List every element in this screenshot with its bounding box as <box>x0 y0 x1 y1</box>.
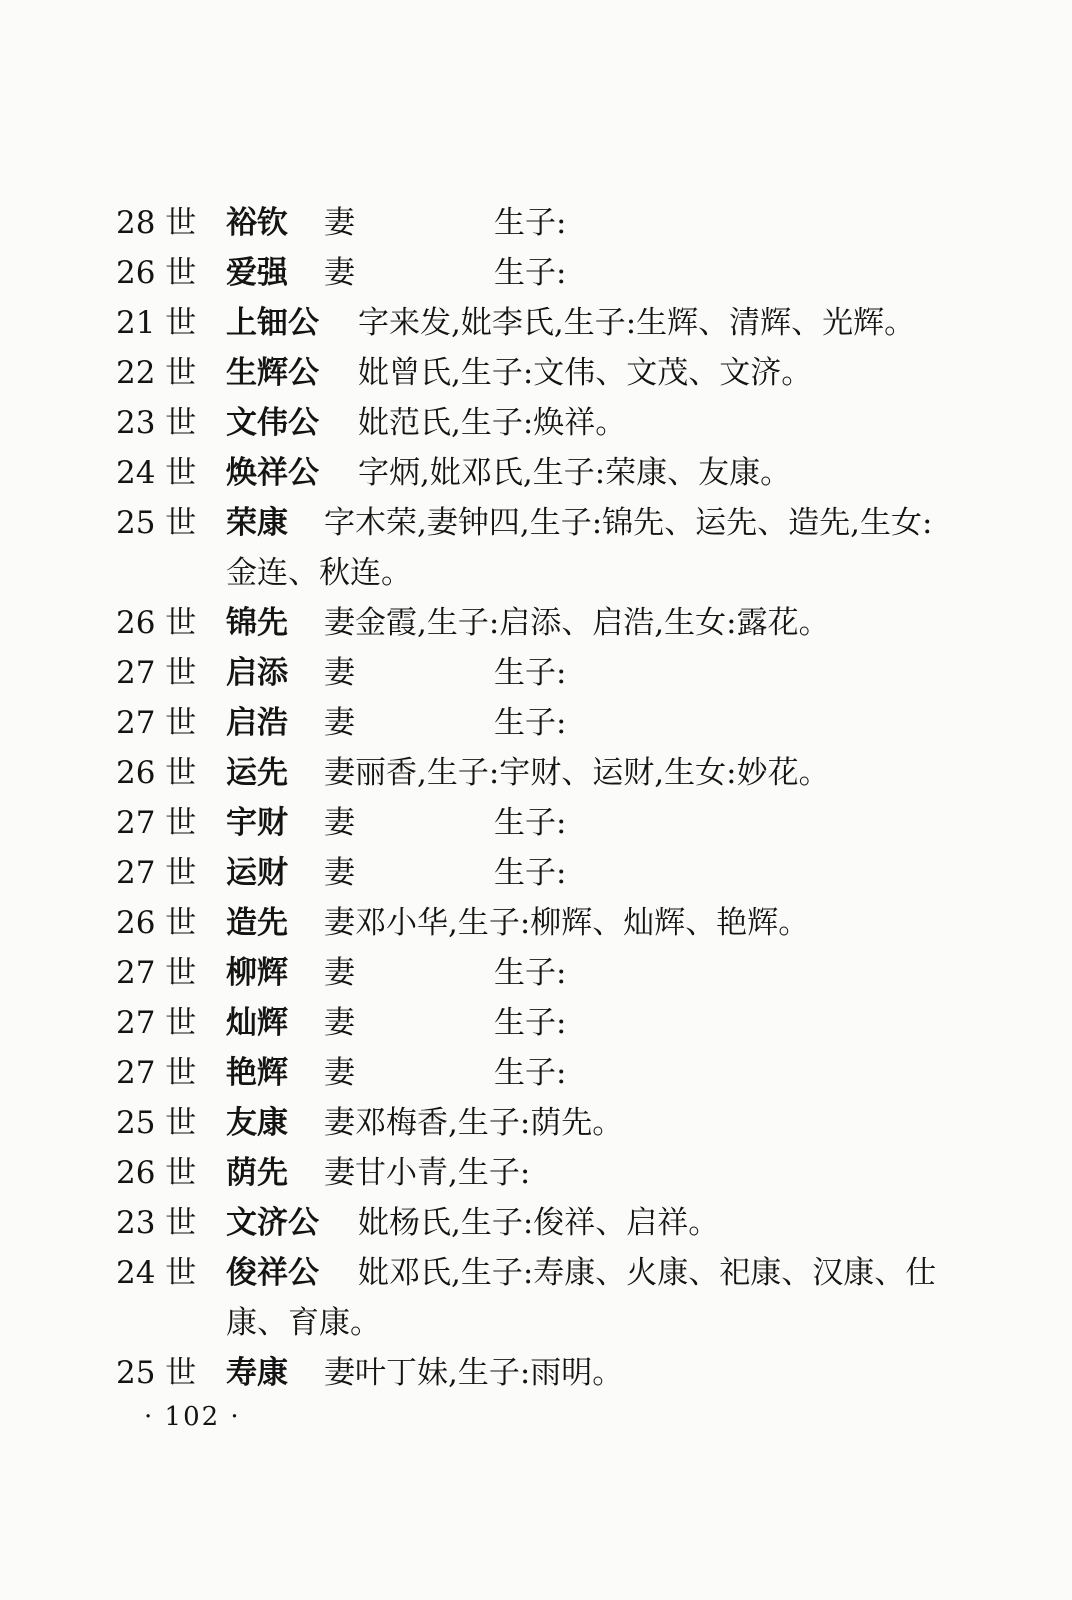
wife-label: 妻 <box>324 655 355 691</box>
person-name: 寿康 <box>226 1355 288 1391</box>
entry-text-block <box>226 498 956 598</box>
entry-text-block <box>226 598 956 648</box>
generation-label: 24 世 <box>116 1255 197 1291</box>
entry-description: 妻金霞,生子:启添、启浩,生女:露花。 <box>324 605 830 641</box>
wife-label: 妻 <box>324 855 355 891</box>
entry-description: 生子: <box>494 705 567 741</box>
generation-label: 25 世 <box>116 1355 197 1391</box>
entry-text-block <box>226 898 956 948</box>
entry-text-block <box>226 1098 956 1148</box>
person-name: 裕钦 <box>226 205 288 241</box>
person-name: 爱强 <box>226 255 288 291</box>
generation-label: 27 世 <box>116 705 197 741</box>
entry-description: 生子: <box>494 255 567 291</box>
genealogy-entry <box>116 898 956 948</box>
entry-description: 妻甘小青,生子: <box>324 1155 531 1191</box>
generation-label: 27 世 <box>116 655 197 691</box>
entry-text-block <box>226 848 956 898</box>
wife-label: 妻 <box>324 1005 355 1041</box>
entry-description: 字炳,妣邓氏,生子:荣康、友康。 <box>358 455 792 491</box>
entry-text-block <box>226 1148 956 1198</box>
genealogy-entries <box>116 198 956 1398</box>
entry-description: 妣邓氏,生子:寿康、火康、祀康、汉康、仕康、育康。 <box>226 1255 937 1341</box>
generation-label: 24 世 <box>116 455 197 491</box>
entry-description: 生子: <box>494 955 567 991</box>
entry-description: 妣曾氏,生子:文伟、文茂、文济。 <box>358 355 813 391</box>
entry-text-block <box>226 298 956 348</box>
person-name: 艳辉 <box>226 1055 288 1091</box>
generation-label: 26 世 <box>116 255 197 291</box>
person-name: 造先 <box>226 905 288 941</box>
generation-label: 22 世 <box>116 355 197 391</box>
person-name: 文济公 <box>226 1205 319 1241</box>
entry-description: 生子: <box>494 855 567 891</box>
person-name: 上钿公 <box>226 305 319 341</box>
genealogy-entry <box>116 448 956 498</box>
genealogy-entry <box>116 748 956 798</box>
entry-description: 妣范氏,生子:焕祥。 <box>358 405 627 441</box>
person-name: 运先 <box>226 755 288 791</box>
page-number: · 102 · <box>144 1402 241 1432</box>
generation-label: 27 世 <box>116 1055 197 1091</box>
entry-text-block <box>226 1198 956 1248</box>
genealogy-entry <box>116 1248 956 1348</box>
entry-text-block <box>226 798 956 848</box>
generation-label: 26 世 <box>116 605 197 641</box>
generation-label: 26 世 <box>116 1155 197 1191</box>
wife-label: 妻 <box>324 955 355 991</box>
entry-text-block <box>226 748 956 798</box>
genealogy-entry <box>116 598 956 648</box>
entry-text-block <box>226 248 956 298</box>
generation-label: 23 世 <box>116 405 197 441</box>
person-name: 友康 <box>226 1105 288 1141</box>
entry-text-block <box>226 948 956 998</box>
entry-text-block <box>226 648 956 698</box>
entry-text-block <box>226 1048 956 1098</box>
wife-label: 妻 <box>324 205 355 241</box>
entry-description: 妻邓梅香,生子:荫先。 <box>324 1105 624 1141</box>
wife-label: 妻 <box>324 705 355 741</box>
person-name: 焕祥公 <box>226 455 319 491</box>
genealogy-entry <box>116 398 956 448</box>
genealogy-entry <box>116 1198 956 1248</box>
genealogy-entry <box>116 298 956 348</box>
entry-description: 生子: <box>494 1055 567 1091</box>
entry-description: 妻邓小华,生子:柳辉、灿辉、艳辉。 <box>324 905 810 941</box>
person-name: 启添 <box>226 655 288 691</box>
entry-description: 生子: <box>494 655 567 691</box>
entry-description: 生子: <box>494 1005 567 1041</box>
genealogy-entry <box>116 198 956 248</box>
genealogy-entry <box>116 698 956 748</box>
entry-description: 妻叶丁妹,生子:雨明。 <box>324 1355 624 1391</box>
generation-label: 25 世 <box>116 1105 197 1141</box>
genealogy-entry <box>116 948 956 998</box>
person-name: 荣康 <box>226 505 288 541</box>
entry-text-block <box>226 398 956 448</box>
entry-text-block <box>226 448 956 498</box>
entry-text-block <box>226 198 956 248</box>
generation-label: 28 世 <box>116 205 197 241</box>
genealogy-entry <box>116 1348 956 1398</box>
person-name: 灿辉 <box>226 1005 288 1041</box>
entry-text-block <box>226 1348 956 1398</box>
entry-description: 字木荣,妻钟四,生子:锦先、运先、造先,生女:金连、秋连。 <box>226 505 933 591</box>
generation-label: 27 世 <box>116 955 197 991</box>
entry-description: 生子: <box>494 205 567 241</box>
entry-description: 妻丽香,生子:宇财、运财,生女:妙花。 <box>324 755 830 791</box>
entry-text-block <box>226 1248 956 1348</box>
person-name: 运财 <box>226 855 288 891</box>
generation-label: 26 世 <box>116 905 197 941</box>
genealogy-entry <box>116 848 956 898</box>
generation-label: 27 世 <box>116 855 197 891</box>
entry-text-block <box>226 998 956 1048</box>
generation-label: 23 世 <box>116 1205 197 1241</box>
entry-description: 生子: <box>494 805 567 841</box>
person-name: 俊祥公 <box>226 1255 319 1291</box>
person-name: 启浩 <box>226 705 288 741</box>
wife-label: 妻 <box>324 805 355 841</box>
person-name: 锦先 <box>226 605 288 641</box>
generation-label: 25 世 <box>116 505 197 541</box>
genealogy-entry <box>116 648 956 698</box>
entry-description: 妣杨氏,生子:俊祥、启祥。 <box>358 1205 720 1241</box>
generation-label: 27 世 <box>116 805 197 841</box>
person-name: 荫先 <box>226 1155 288 1191</box>
entry-text-block <box>226 698 956 748</box>
generation-label: 21 世 <box>116 305 197 341</box>
genealogy-entry <box>116 798 956 848</box>
entry-description: 字来发,妣李氏,生子:生辉、清辉、光辉。 <box>358 305 916 341</box>
genealogy-entry <box>116 498 956 598</box>
person-name: 生辉公 <box>226 355 319 391</box>
person-name: 宇财 <box>226 805 288 841</box>
person-name: 柳辉 <box>226 955 288 991</box>
entry-text-block <box>226 348 956 398</box>
wife-label: 妻 <box>324 255 355 291</box>
genealogy-entry <box>116 1098 956 1148</box>
genealogy-entry <box>116 248 956 298</box>
person-name: 文伟公 <box>226 405 319 441</box>
genealogy-entry <box>116 1148 956 1198</box>
genealogy-entry <box>116 1048 956 1098</box>
wife-label: 妻 <box>324 1055 355 1091</box>
genealogy-entry <box>116 998 956 1048</box>
generation-label: 26 世 <box>116 755 197 791</box>
genealogy-entry <box>116 348 956 398</box>
generation-label: 27 世 <box>116 1005 197 1041</box>
